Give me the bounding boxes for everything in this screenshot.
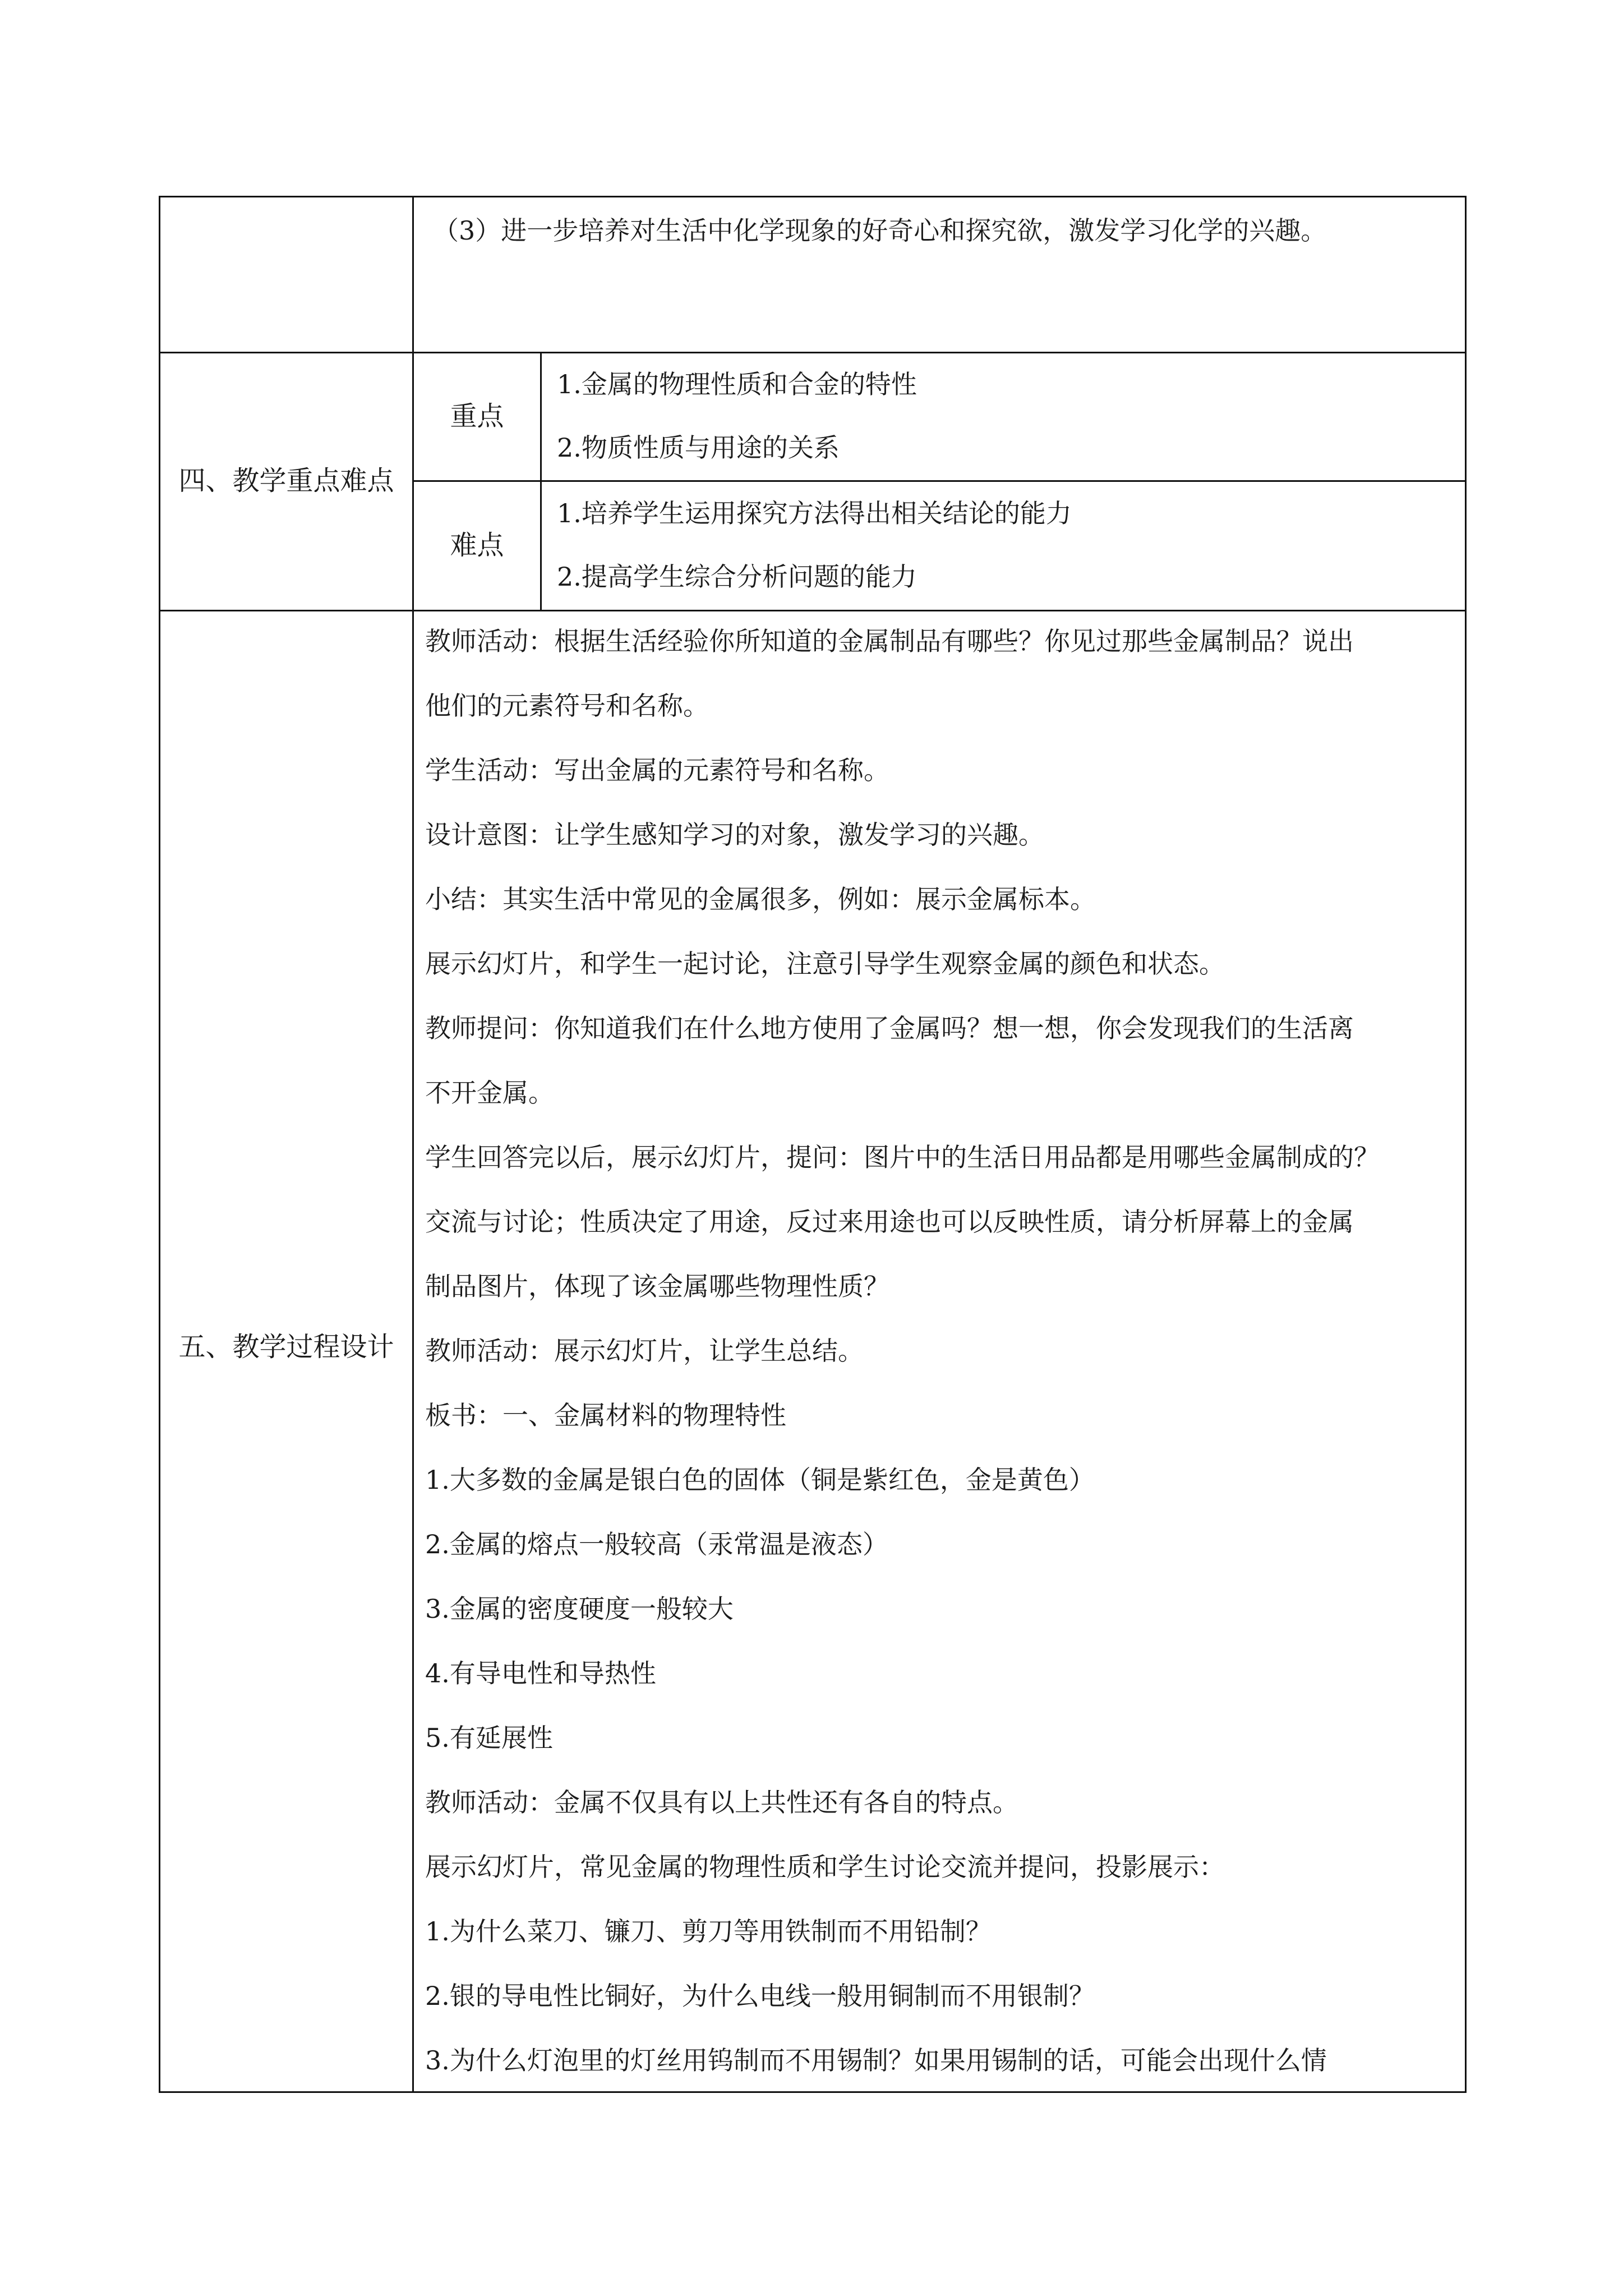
table-rule-bottom — [159, 2091, 1467, 2093]
process-line: 1.为什么菜刀、镰刀、剪刀等用铁制而不用铅制？ — [425, 1916, 992, 1947]
process-line: 5.有延展性 — [425, 1723, 553, 1753]
section-label-key-difficult: 四、教学重点难点 — [178, 465, 394, 496]
table-rule — [159, 610, 1467, 611]
key-points-label: 重点 — [450, 401, 504, 432]
table-rule — [412, 480, 1467, 482]
process-line: 交流与讨论；性质决定了用途，反过来用途也可以反映性质，请分析屏幕上的金属 — [425, 1207, 1354, 1237]
process-line: 3.金属的密度硬度一般较大 — [425, 1594, 734, 1624]
process-line: 学生活动：写出金属的元素符号和名称。 — [425, 755, 889, 785]
process-line: 教师活动：金属不仅具有以上共性还有各自的特点。 — [425, 1787, 1018, 1818]
process-line: 他们的元素符号和名称。 — [425, 691, 709, 721]
table-rule — [159, 352, 1467, 353]
process-line: 小结：其实生活中常见的金属很多，例如：展示金属标本。 — [425, 884, 1096, 914]
process-line: 学生回答完以后，展示幻灯片，提问：图片中的生活日用品都是用哪些金属制成的？ — [425, 1142, 1380, 1172]
process-line: 展示幻灯片，和学生一起讨论，注意引导学生观察金属的颜色和状态。 — [425, 949, 1225, 979]
table-rule-right — [1465, 196, 1467, 2093]
process-line: 板书：一、金属材料的物理特性 — [425, 1400, 786, 1430]
process-line: 教师活动：根据生活经验你所知道的金属制品有哪些？你见过那些金属制品？说出 — [425, 626, 1354, 656]
process-line: 教师提问：你知道我们在什么地方使用了金属吗？想一想，你会发现我们的生活离 — [425, 1013, 1354, 1043]
key-point-item: 2.物质性质与用途的关系 — [557, 432, 840, 463]
process-line: 展示幻灯片，常见金属的物理性质和学生讨论交流并提问，投影展示： — [425, 1852, 1225, 1882]
table-rule — [412, 196, 414, 2093]
table-rule-top — [159, 196, 1467, 197]
process-line: 3.为什么灯泡里的灯丝用钨制而不用锡制？如果用锡制的话，可能会出现什么情 — [425, 2045, 1327, 2076]
difficult-point-item: 2.提高学生综合分析问题的能力 — [557, 562, 917, 592]
process-line: 1.大多数的金属是银白色的固体（铜是紫红色，金是黄色） — [425, 1465, 1095, 1495]
process-line: 教师活动：展示幻灯片，让学生总结。 — [425, 1336, 864, 1366]
objective-text: （3）进一步培养对生活中化学现象的好奇心和探究欲，激发学习化学的兴趣。 — [433, 215, 1327, 246]
process-line: 制品图片，体现了该金属哪些物理性质？ — [425, 1271, 889, 1301]
difficult-point-item: 1.培养学生运用探究方法得出相关结论的能力 — [557, 498, 1072, 528]
key-point-item: 1.金属的物理性质和合金的特性 — [557, 369, 917, 399]
process-line: 2.金属的熔点一般较高（汞常温是液态） — [425, 1529, 888, 1559]
process-line: 2.银的导电性比铜好，为什么电线一般用铜制而不用银制？ — [425, 1981, 1095, 2011]
process-line: 不开金属。 — [425, 1078, 554, 1108]
difficult-points-label: 难点 — [450, 530, 504, 561]
process-line: 设计意图：让学生感知学习的对象，激发学习的兴趣。 — [425, 820, 1044, 850]
section-label-process: 五、教学过程设计 — [178, 1331, 394, 1363]
process-line: 4.有导电性和导热性 — [425, 1658, 656, 1688]
table-rule — [540, 352, 542, 611]
